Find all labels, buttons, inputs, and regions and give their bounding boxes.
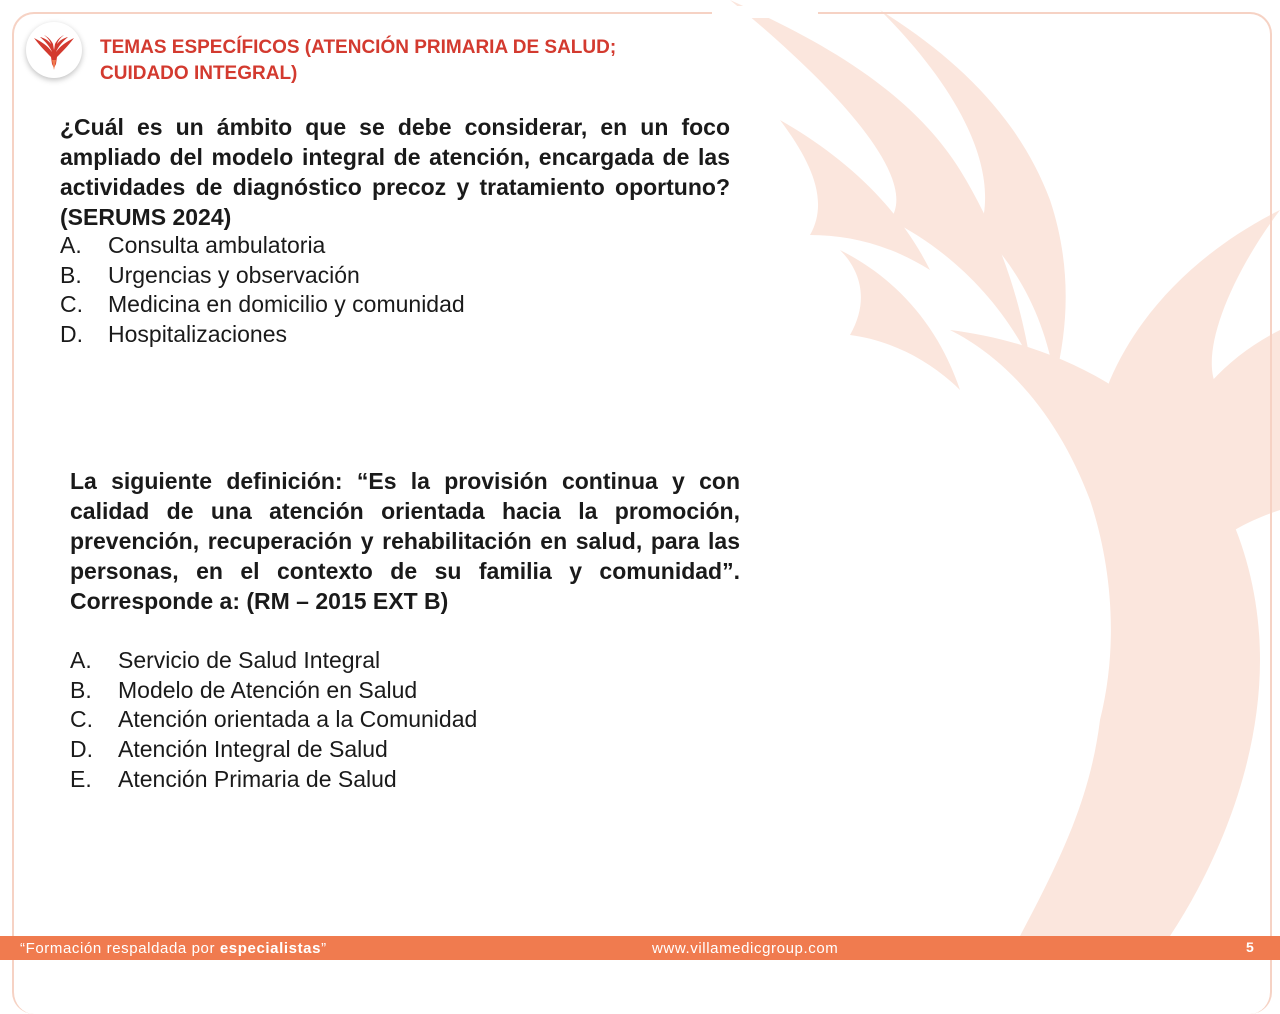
page-number: 5 [1246,939,1255,955]
footer-bar [0,936,1280,960]
option-item [70,705,477,735]
option-letter: D. [70,736,93,763]
option-text: Servicio de Salud Integral [118,647,381,673]
option-text: Atención Integral de Salud [118,736,388,763]
option-item [60,231,465,261]
option-letter: E. [70,765,92,792]
option-letter: A. [70,647,92,673]
option-item [60,290,465,320]
frame-gap [712,6,818,18]
option-text: Consulta ambulatoria [108,232,326,258]
tagline-end: ” [321,940,327,957]
option-item [70,735,477,765]
tagline-start: “Formación respaldada por [20,940,220,957]
option-letter: A. [60,232,82,258]
page-title [100,35,700,87]
option-item [70,676,477,706]
option-letter: D. [60,321,83,348]
phoenix-logo-icon [26,22,82,78]
option-text: Atención orientada a la Comunidad [118,706,478,733]
option-text: Modelo de Atención en Salud [118,676,418,703]
question-1-options [60,231,465,350]
option-letter: B. [60,261,82,288]
footer-tagline [20,940,327,957]
option-text: Medicina en domicilio y comunidad [108,291,465,318]
option-text: Urgencias y observación [108,261,360,288]
question-2-options [70,646,477,795]
option-letter: C. [70,706,93,733]
question-2-text: La siguiente definición: “Es la provisión continua y con calidad de una atención orientada hacia la promoción, prevención, recuperación y rehabilitación en salud, para las personas, en el contexto de su familia y comunidad”. Corresponde a: (RM – 2015 EXT B) [70,468,740,614]
logo [26,22,82,78]
option-text: Hospitalizaciones [108,321,287,348]
tagline-bold: especialistas [219,940,322,957]
option-letter: C. [60,291,83,318]
question-1-text: ¿Cuál es un ámbito que se debe considerar, en un foco ampliado del modelo integral de atención, encargada de las actividades de diagnóstico precoz y tratamiento oportuno? (SERUMS 2024) [60,114,730,230]
title-line-1: TEMAS ESPECÍFICOS (ATENCIÓN PRIMARIA DE SALUD; [100,37,617,58]
option-text: Atención Primaria de Salud [118,765,397,792]
option-letter: B. [70,676,92,703]
option-item [60,320,465,350]
option-item [70,765,477,795]
footer-url: www.villamedicgroup.com [652,940,839,957]
title-line-2: CUIDADO INTEGRAL) [100,63,298,84]
option-item [60,261,465,291]
option-item [70,646,477,676]
